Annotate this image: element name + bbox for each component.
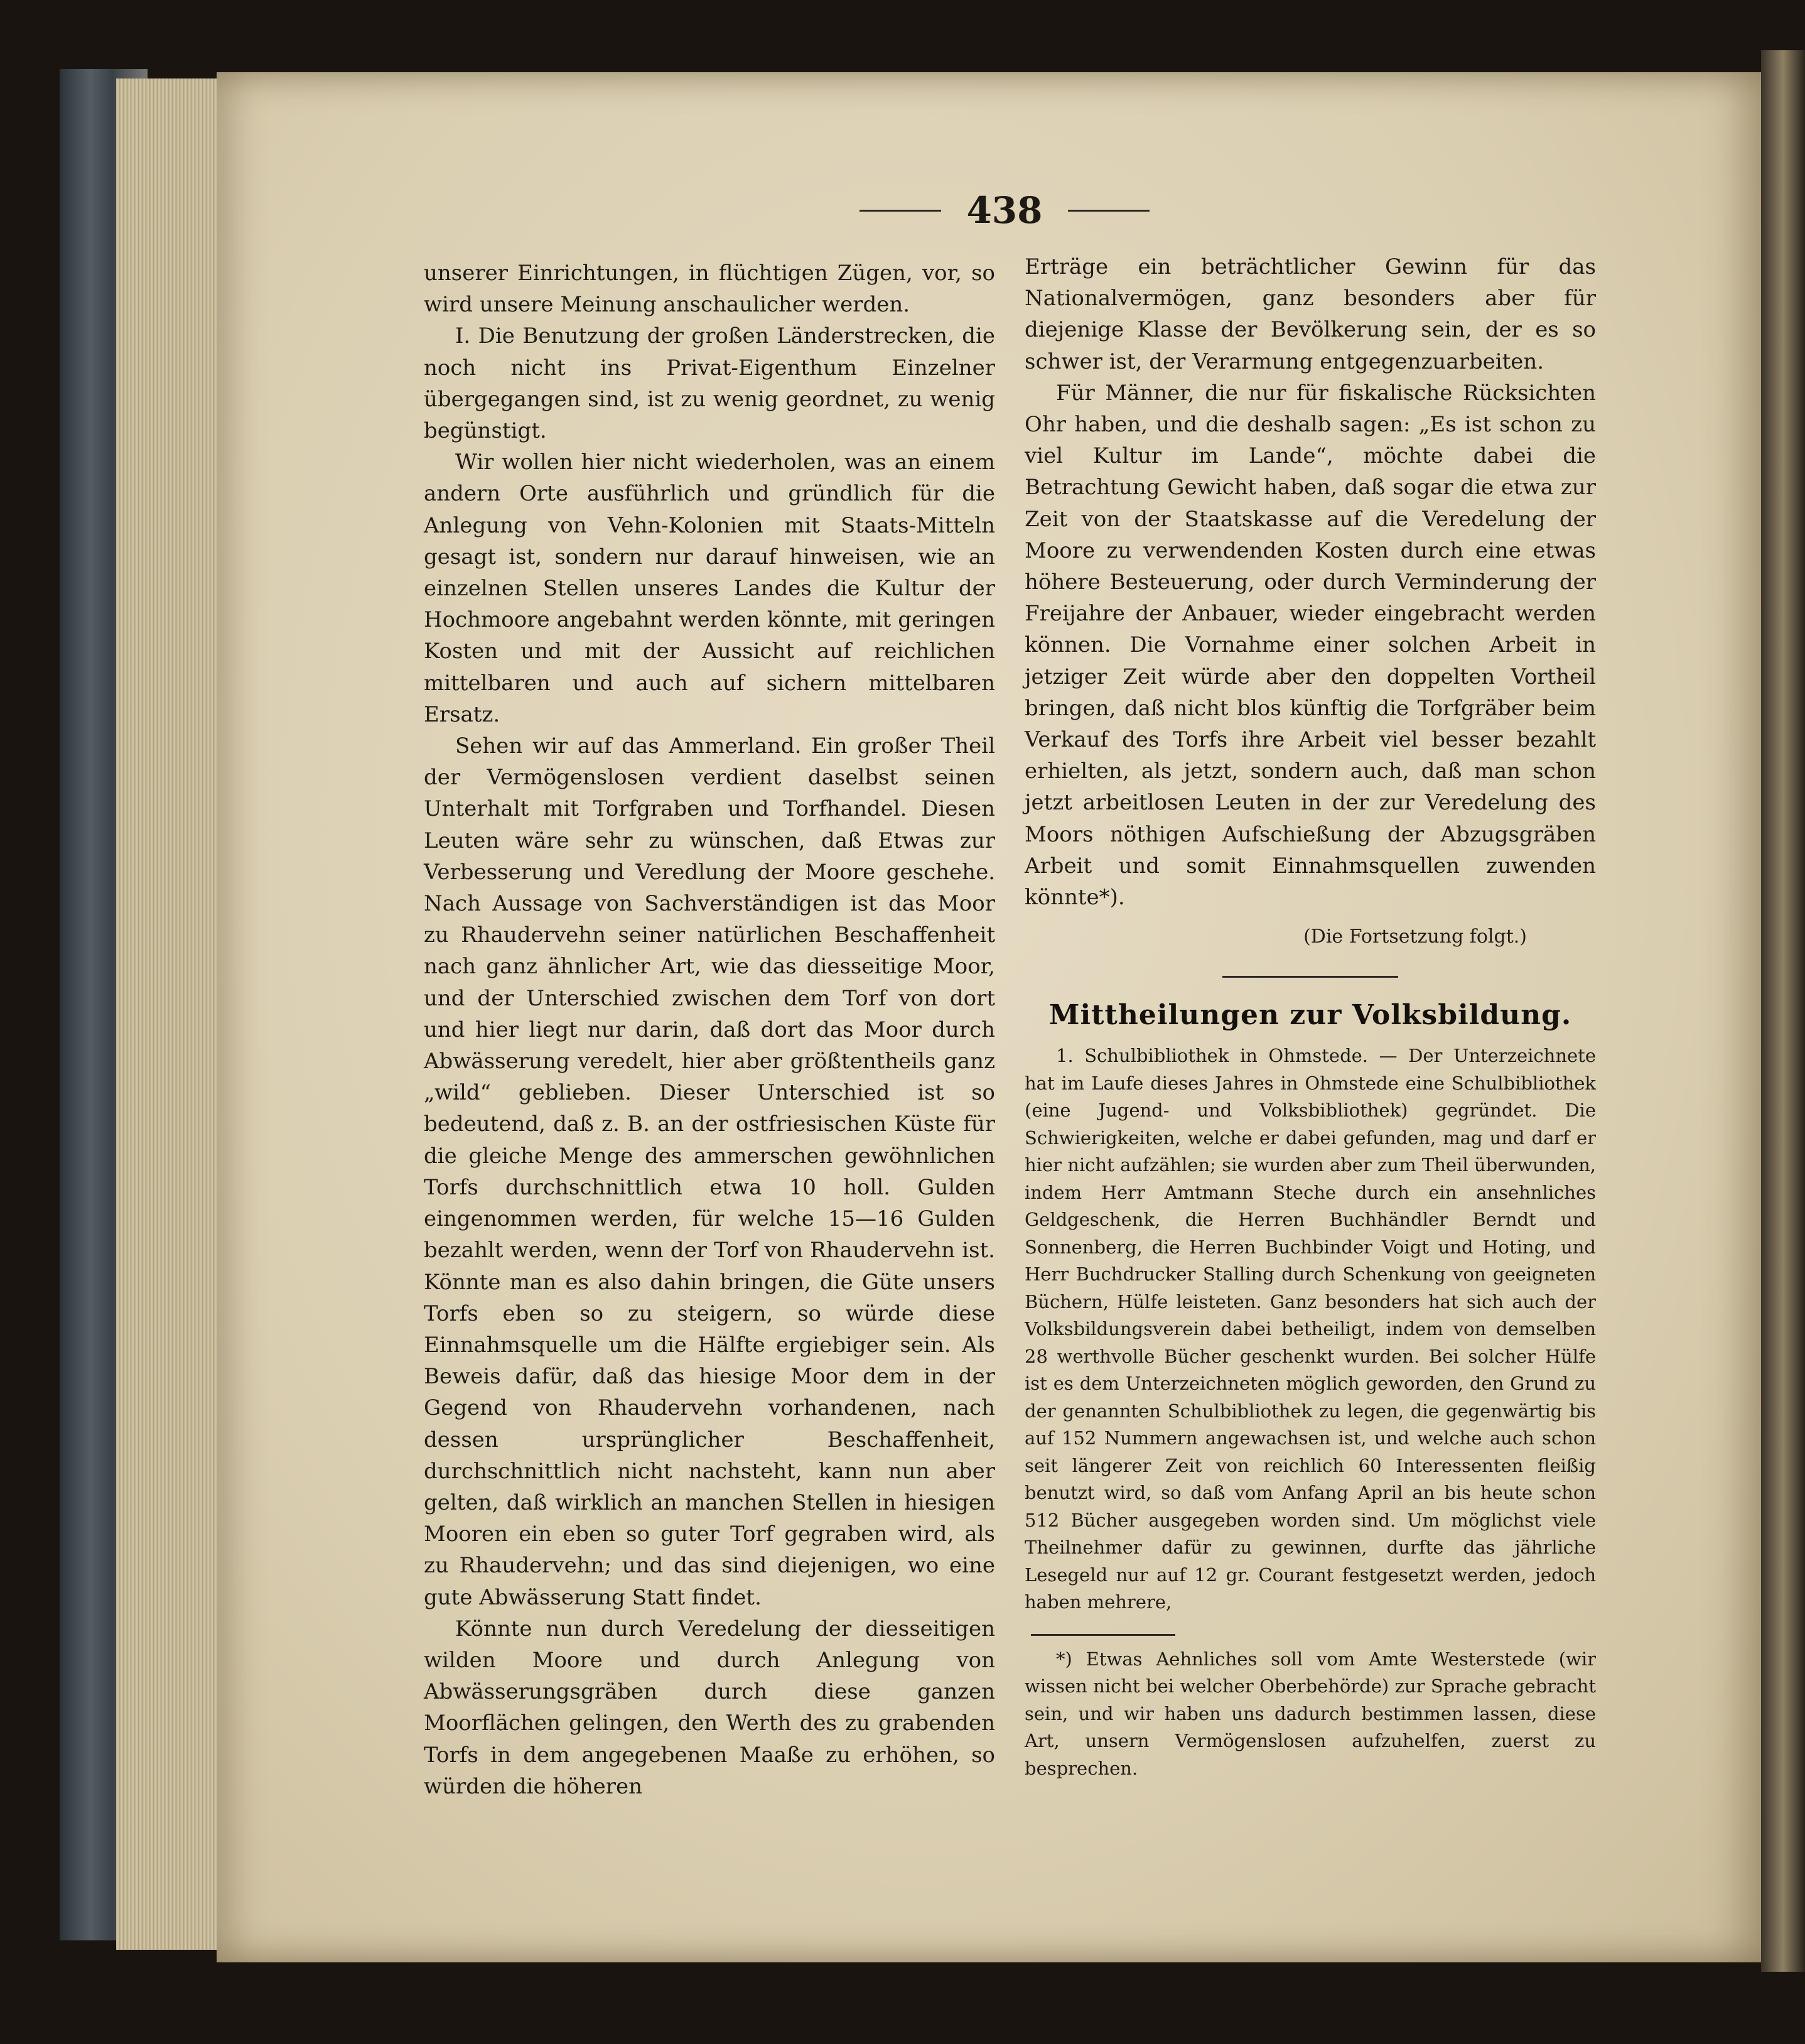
paragraph: Wir wollen hier nicht wiederholen, was an einem andern Orte ausführlich und gründlich für die Anlegung von Vehn-Kolonien mit Staats-Mitteln gesagt ist, sondern nur darauf hinweisen, wie an einzelnen Stellen unseres Landes die Kultur der Hochmoore angebahnt werden könnte, mit geringen Kosten und mit der Aussicht auf reichlichen mittelbaren und auch auf sichern mittelbaren Ersatz.	[424, 450, 995, 727]
page-number: 438	[966, 189, 1043, 232]
paragraph: Für Männer, die nur für fiskalische Rücksichten Ohr haben, und die deshalb sagen: „Es ist schon zu viel Kultur im Lande“, möchte dabei die Betrachtung Gewicht haben, daß sogar die etwa zur Zeit von der Staatskasse auf die Veredelung der Moore zu verwendenden Kosten durch eine etwas höhere Besteuerung, oder durch Verminderung der Freijahre der Anbauer, wieder eingebracht werden können. Die Vornahme einer solchen Arbeit in jetziger Zeit würde aber den doppelten Vortheil bringen, daß nicht blos künftig die Torfgräber beim Verkauf des Torfs ihre Arbeit viel besser bezahlt erhielten, als jetzt, sondern auch, daß man schon jetzt arbeitlosen Leuten in der zur Veredelung des Moors nöthigen Aufschießung der Abzugsgräben Arbeit und somit Einnahmsquellen zuwenden könnte*).	[1025, 380, 1596, 911]
footnote-text: *) Etwas Aehnliches soll vom Amte Westerstede (wir wissen nicht bei welcher Oberbehörde) zur Sprache gebracht sein, und wir haben uns dadurch bestimmen lassen, diese Art, unsern Vermögenslosen aufzuhelfen, zuerst zu besprechen.	[1025, 1648, 1596, 1779]
footnote	[1025, 1646, 1596, 1783]
section-title: Mittheilungen zur Volksbildung.	[1048, 999, 1572, 1032]
footnote-rule	[1031, 1634, 1175, 1636]
paragraph: Sehen wir auf das Ammerland. Ein großer Theil der Vermögenslosen verdient daselbst seinen Unterhalt mit Torfgraben und Torfhandel. Diesen Leuten wäre sehr zu wünschen, daß Etwas zur Verbesserung und Veredlung der Moore geschehe. Nach Aussage von Sachverständigen ist das Moor zu Rhaudervehn seiner natürlichen Beschaffenheit nach ganz ähnlicher Art, wie das diesseitige Moor, und der Unterschied zwischen dem Torf von dort und hier liegt nur darin, daß dort das Moor durch Abwässerung veredelt, hier aber größtentheils ganz „wild“ geblieben. Dieser Unterschied ist so bedeutend, daß z. B. an der ostfriesischen Küste für die gleiche Menge des ammerschen gewöhnlichen Torfs durchschnittlich etwa 10 holl. Gulden eingenommen werden, für welche 15—16 Gulden bezahlt werden, wenn der Torf von Rhaudervehn ist. Könnte man es also dahin bringen, die Güte unsers Torfs eben so zu steigern, so würde diese Einnahmsquelle um die Hälfte ergiebiger sein. Als Beweis dafür, daß das hiesige Moor dem in der Gegend von Rhaudervehn vorhandenen, nach dessen ursprünglicher Beschaffenheit, durchschnittlich nicht nachsteht, kann nun aber gelten, daß wirklich an manchen Stellen in hiesigen Mooren ein eben so guter Torf gegraben wird, als zu Rhaudervehn; und das sind diejenigen, wo eine gute Abwässerung Statt findet.	[424, 733, 995, 1610]
paragraph: Könnte nun durch Veredelung der diesseitigen wilden Moore und durch Anlegung von Abwässerungsgräben durch diese ganzen Moorflächen gelingen, den Werth des zu grabenden Torfs in dem angegebenen Maaße zu erhöhen, so würden die höheren	[424, 1616, 995, 1799]
paragraph: Erträge ein beträchtlicher Gewinn für das Nationalvermögen, ganz besonders aber für diejenige Klasse der Bevölkerung sein, der es so schwer ist, der Verarmung entgegenzuarbeiten.	[1025, 254, 1596, 374]
section-divider	[1222, 976, 1398, 978]
page-header	[841, 185, 1168, 235]
header-rule-left	[859, 210, 941, 212]
section-body	[1025, 1042, 1596, 1616]
right-column	[1025, 251, 1596, 1782]
paragraph: unserer Einrichtungen, in flüchtigen Zügen, vor, so wird unsere Meinung anschaulicher werden.	[424, 261, 995, 318]
left-column	[424, 257, 995, 1802]
right-page-edge	[1761, 50, 1805, 1972]
paragraph: 1. Schulbibliothek in Ohmstede. — Der Unterzeichnete hat im Laufe dieses Jahres in Ohmstede eine Schulbibliothek (eine Jugend- und Volksbibliothek) gegründet. Die Schwierigkeiten, welche er dabei gefunden, mag und darf er hier nicht aufzählen; sie wurden aber zum Theil überwunden, indem Herr Amtmann Steche durch ein ansehnliches Geldgeschenk, die Herren Buchhändler Berndt und Sonnenberg, die Herren Buchbinder Voigt und Hoting, und Herr Buchdrucker Stalling durch Schenkung von geeigneten Büchern, Hülfe leisteten. Ganz besonders hat sich auch der Volksbildungsverein dabei betheiligt, indem von demselben 28 werthvolle Bücher geschenkt wurden. Bei solcher Hülfe ist es dem Unterzeichneten möglich geworden, den Grund zu der genannten Schulbibliothek zu legen, die gegenwärtig bis auf 152 Nummern angewachsen ist, und welche auch schon seit längerer Zeit von reichlich 60 Interessenten fleißig benutzt wird, so daß vom Anfang April an bis heute schon 512 Bücher ausgegeben worden sind. Um möglichst viele Theilnehmer dafür zu gewinnen, durfte das jährliche Lesegeld nur auf 12 gr. Courant festgesetzt werden, jedoch haben mehrere,	[1025, 1045, 1596, 1613]
paragraph: I. Die Benutzung der großen Länderstrecken, die noch nicht ins Privat-Eigenthum Einzelner übergegangen sind, ist zu wenig geordnet, zu wenig begünstigt.	[424, 323, 995, 444]
header-rule-right	[1068, 210, 1150, 212]
continued-note: (Die Fortsetzung folgt.)	[1303, 926, 1527, 948]
